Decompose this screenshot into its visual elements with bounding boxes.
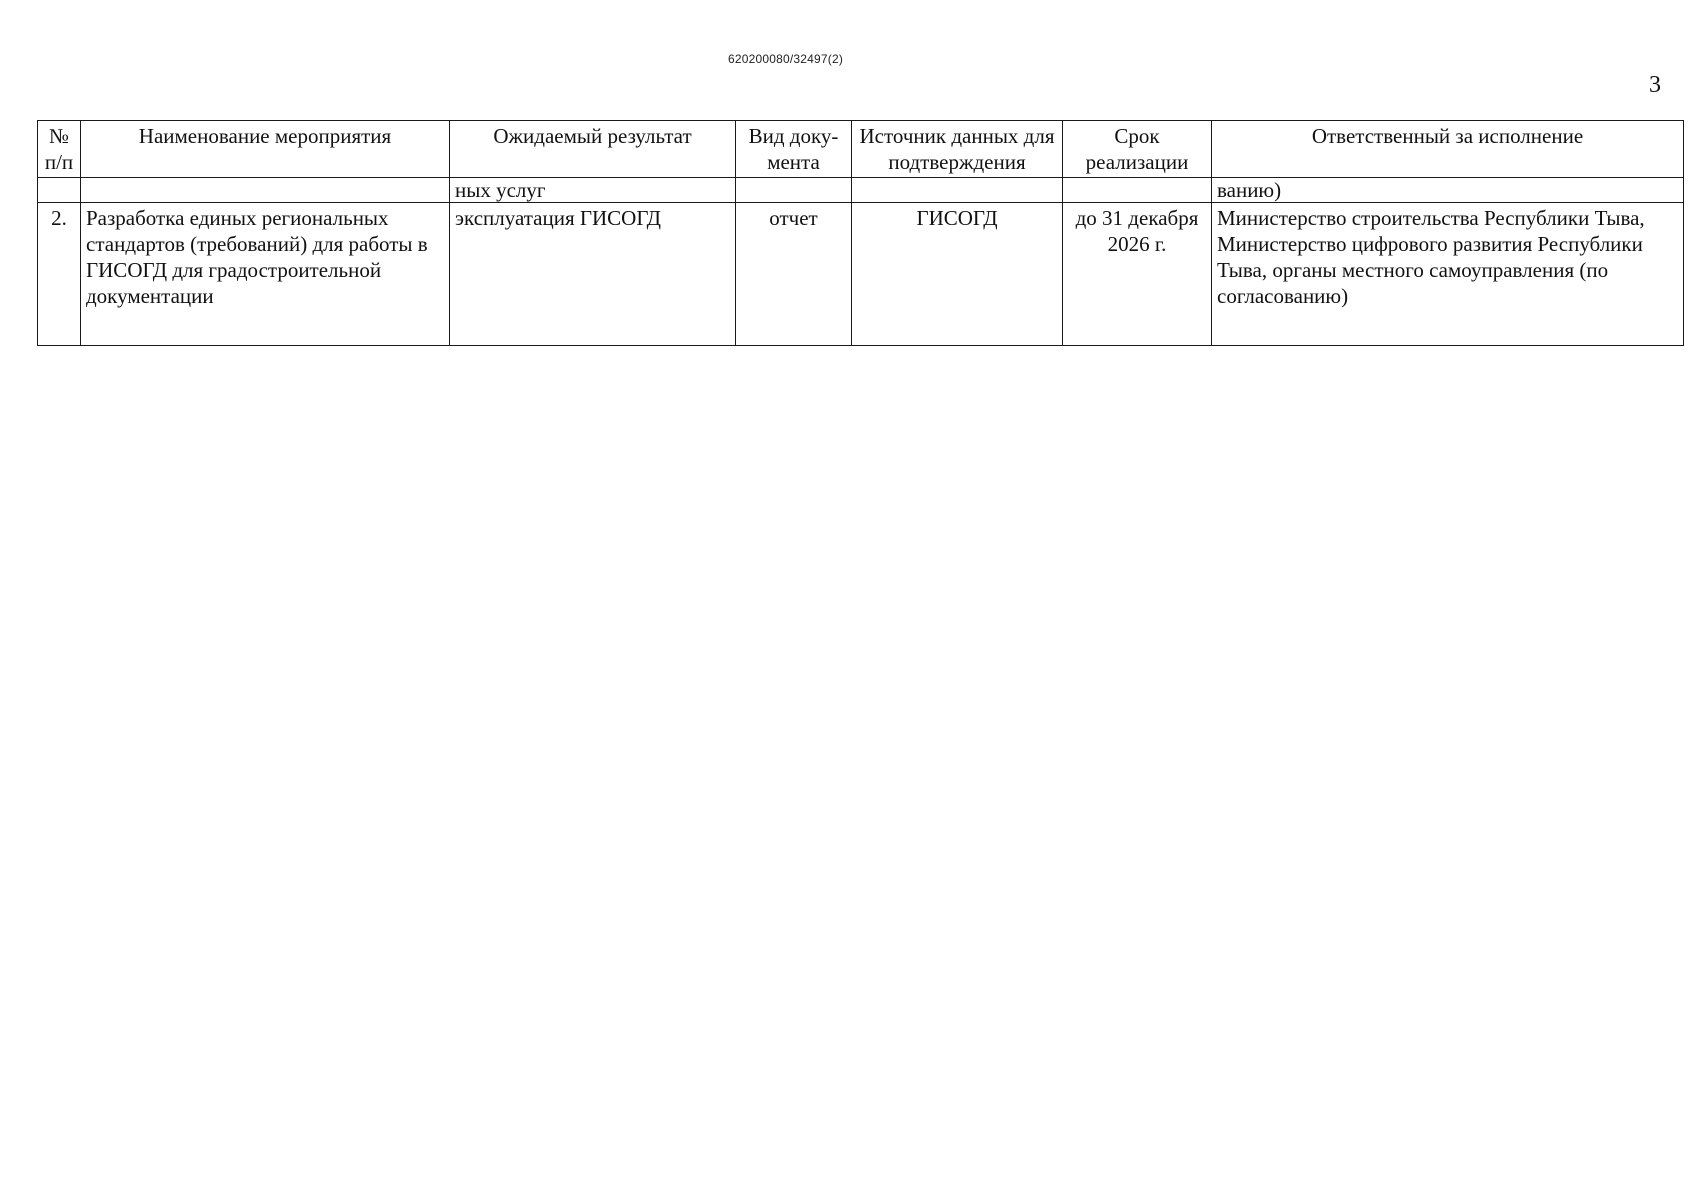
column-header-responsible: Ответственный за исполнение bbox=[1212, 121, 1684, 178]
table-row bbox=[38, 203, 1684, 346]
cell-deadline: до 31 декабря 2026 г. bbox=[1063, 203, 1212, 346]
page-number: 3 bbox=[1649, 72, 1661, 98]
cell-deadline bbox=[1063, 178, 1212, 203]
cell-expected-result: ных услуг bbox=[450, 178, 736, 203]
cell-number: 2. bbox=[38, 203, 81, 346]
cell-data-source: ГИСОГД bbox=[852, 203, 1063, 346]
cell-number bbox=[38, 178, 81, 203]
column-header-measure-name: Наименование мероприятия bbox=[81, 121, 450, 178]
cell-responsible: Министерство строительства Республики Тыва, Министерство цифрового развития Республики Тыва, органы местного самоуправления (по согласованию) bbox=[1212, 203, 1684, 346]
cell-data-source bbox=[852, 178, 1063, 203]
document-registration-code: 620200080/32497(2) bbox=[728, 52, 844, 66]
column-header-document-type: Вид доку-мента bbox=[736, 121, 852, 178]
measures-table bbox=[37, 120, 1684, 346]
table-header-row bbox=[38, 121, 1684, 178]
cell-document-type bbox=[736, 178, 852, 203]
cell-responsible: ванию) bbox=[1212, 178, 1684, 203]
column-header-data-source: Источник данных для подтверждения bbox=[852, 121, 1063, 178]
column-header-deadline: Срок реализации bbox=[1063, 121, 1212, 178]
column-header-number: № п/п bbox=[38, 121, 81, 178]
cell-measure-name: Разработка единых региональных стандартов (требований) для работы в ГИСОГД для градостроительной документации bbox=[81, 203, 450, 346]
table-row-continuation bbox=[38, 178, 1684, 203]
cell-expected-result: эксплуатация ГИСОГД bbox=[450, 203, 736, 346]
cell-document-type: отчет bbox=[736, 203, 852, 346]
cell-measure-name bbox=[81, 178, 450, 203]
column-header-expected-result: Ожидаемый результат bbox=[450, 121, 736, 178]
